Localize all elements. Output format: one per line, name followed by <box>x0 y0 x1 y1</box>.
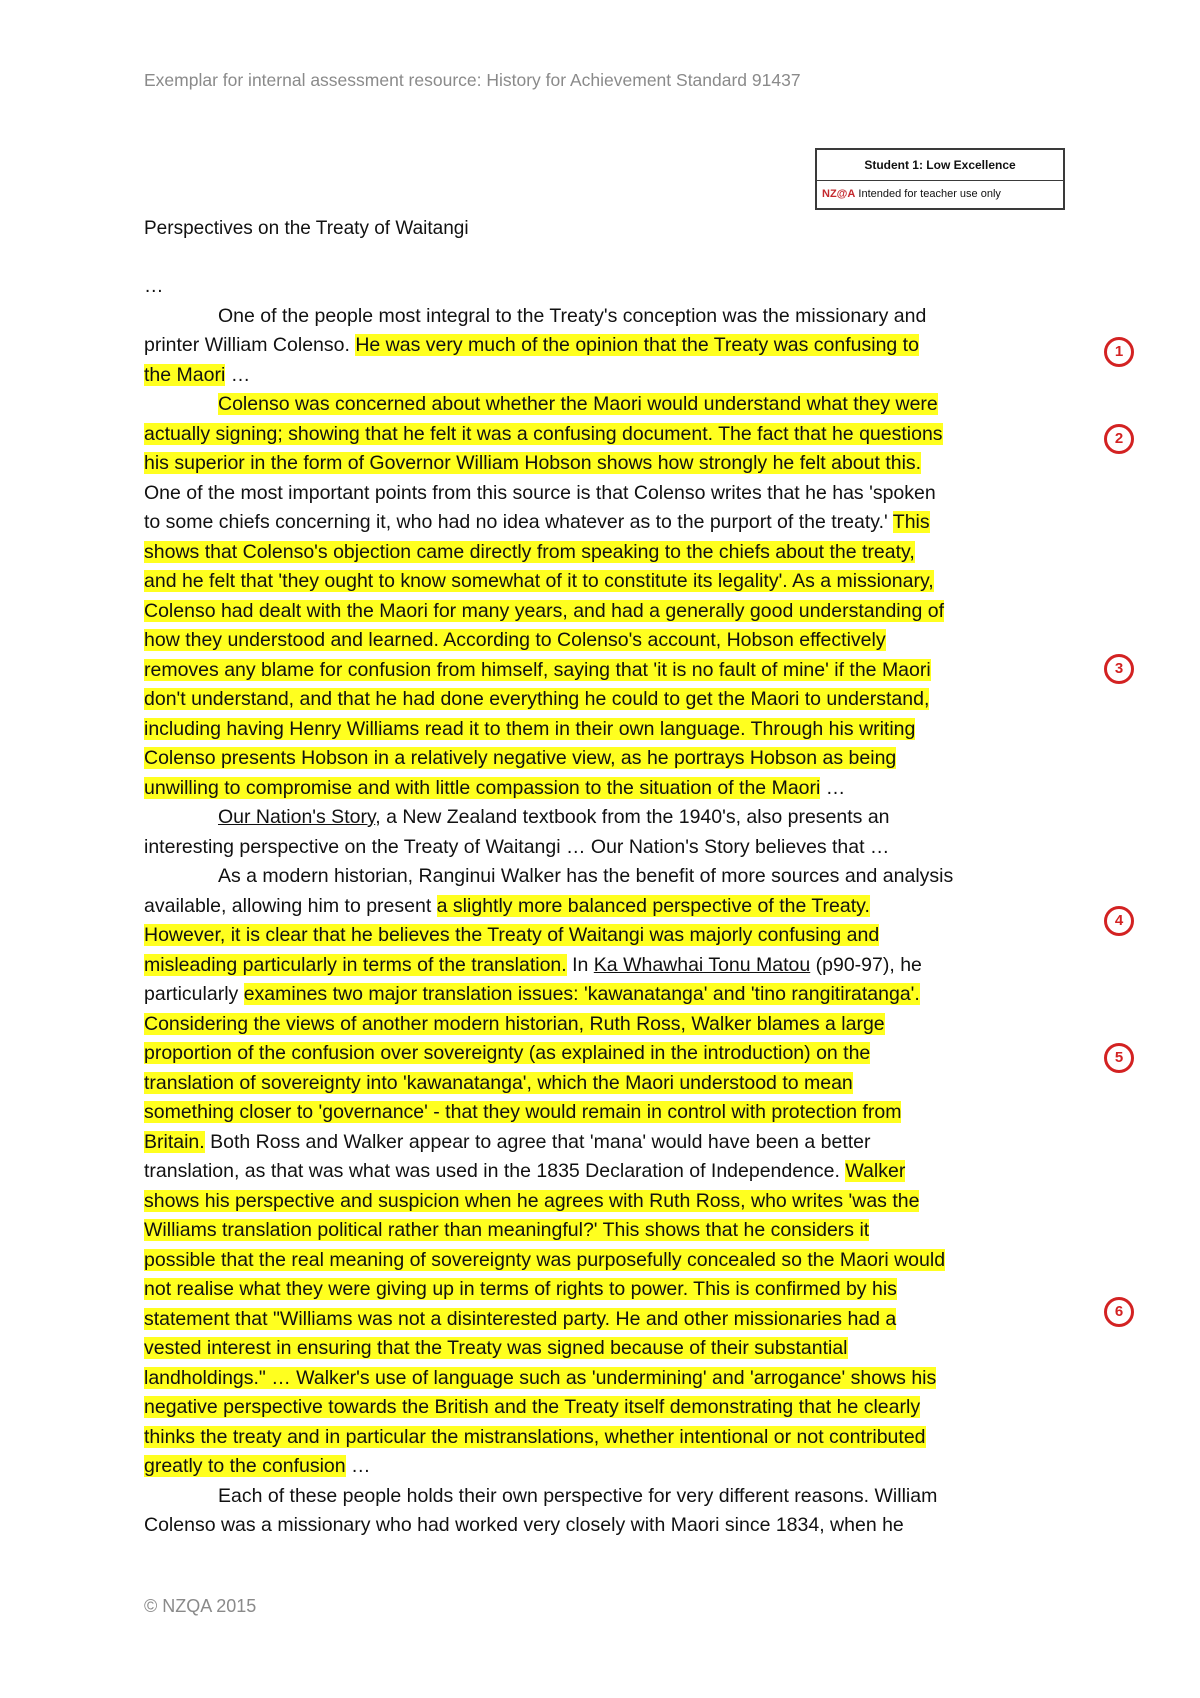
text-line <box>144 1069 1074 1099</box>
highlighted-text: misleading particularly in terms of the translation. <box>144 953 567 976</box>
text-line <box>144 833 1074 863</box>
text-segment: interesting perspective on the Treaty of Waitangi … Our Nation's Story believes that … <box>144 835 890 858</box>
text-line <box>144 1128 1074 1158</box>
text-line <box>144 774 1074 804</box>
highlighted-text: how they understood and learned. According to Colenso's account, Hobson effectively <box>144 629 886 651</box>
highlighted-text: This <box>892 511 930 533</box>
highlighted-text: vested interest in ensuring that the Treaty was signed because of their substantial <box>144 1337 848 1359</box>
text-segment: Colenso was a missionary who had worked very closely with Maori since 1834, when he <box>144 1514 904 1536</box>
highlighted-text: something closer to 'governance' - that they would remain in control with protection from <box>144 1101 902 1123</box>
page-header: Exemplar for internal assessment resource: History for Achievement Standard 91437 <box>144 70 801 90</box>
highlighted-text: negative perspective towards the British and the Treaty itself demonstrating that he clearly <box>144 1396 921 1418</box>
text-segment: … <box>820 776 846 799</box>
highlighted-text: shows that Colenso's objection came directly from speaking to the chiefs about the treaty, <box>144 540 915 563</box>
text-line <box>144 479 1074 509</box>
annotation-marker-4: 4 <box>1104 906 1134 936</box>
highlighted-text: his superior in the form of Governor William Hobson shows how strongly he felt about this. <box>144 452 922 474</box>
highlighted-text: However, it is clear that he believes the Treaty of Waitangi was majorly confusing and <box>144 924 880 946</box>
highlighted-text: translation of sovereignty into 'kawanatanga', which the Maori understood to mean <box>144 1071 853 1094</box>
underlined-title: Our Nation's Story <box>218 806 376 828</box>
text-line <box>144 1334 1074 1364</box>
annotation-marker-1: 1 <box>1104 337 1134 367</box>
text-line <box>144 951 1074 981</box>
text-line <box>144 1187 1074 1217</box>
assessment-stamp <box>815 148 1065 210</box>
text-line <box>144 1157 1074 1187</box>
text-segment: One of the most important points from this source is that Colenso writes that he has 'spoken <box>144 481 936 504</box>
text-line <box>144 1305 1074 1335</box>
highlighted-text: thinks the treaty and in particular the mistranslations, whether intentional or not contributed <box>144 1425 926 1448</box>
text-line <box>144 508 1074 538</box>
text-line <box>144 538 1074 568</box>
annotation-marker-3: 3 <box>1104 654 1134 684</box>
highlighted-text: not realise what they were giving up in terms of rights to power. This is confirmed by his <box>144 1278 897 1300</box>
text-line <box>144 862 1074 892</box>
highlighted-text: don't understand, and that he had done everything he could to get the Maori to understand, <box>144 688 930 710</box>
highlighted-text: Colenso had dealt with the Maori for many years, and had a generally good understanding of <box>144 599 945 622</box>
text-line <box>144 1098 1074 1128</box>
text-line <box>144 1216 1074 1246</box>
text-segment: (p90-97), he <box>810 953 922 976</box>
highlighted-text: Williams translation political rather than meaningful?' This shows that he considers it <box>144 1219 870 1241</box>
nzqa-logo: NZ@A <box>822 188 856 200</box>
text-segment: to some chiefs concerning it, who had no idea whatever as to the purport of the treaty.' <box>144 511 893 533</box>
text-line <box>144 626 1074 656</box>
text-line <box>144 980 1074 1010</box>
text-line <box>144 420 1074 450</box>
essay-body <box>144 272 1074 1541</box>
text-line <box>144 715 1074 745</box>
page-footer: © NZQA 2015 <box>144 1596 257 1616</box>
text-line <box>144 1511 1074 1541</box>
text-segment: … <box>345 1455 371 1477</box>
highlighted-text: including having Henry Williams read it to them in their own language. Through his writing <box>144 717 916 740</box>
highlighted-text: the Maori <box>144 363 226 386</box>
highlighted-text: Colenso presents Hobson in a relatively negative view, as he portrays Hobson as being <box>144 747 897 769</box>
text-segment: translation, as that was what was used in the 1835 Declaration of Independence. <box>144 1160 846 1182</box>
text-line <box>144 921 1074 951</box>
text-line <box>144 803 1074 833</box>
text-line <box>144 361 1074 391</box>
highlighted-text: Britain. <box>144 1130 205 1153</box>
highlighted-text: Considering the views of another modern historian, Ruth Ross, Walker blames a large <box>144 1012 885 1035</box>
highlighted-text: unwilling to compromise and with little compassion to the situation of the Maori <box>144 776 821 799</box>
text-line <box>144 685 1074 715</box>
text-line <box>144 1423 1074 1453</box>
stamp-title: Student 1: Low Excellence <box>817 150 1063 181</box>
highlighted-text: He was very much of the opinion that the Treaty was confusing to <box>355 334 919 356</box>
highlighted-text: Walker <box>845 1160 906 1182</box>
stamp-note: Intended for teacher use only <box>858 188 1001 200</box>
highlighted-text: shows his perspective and suspicion when he agrees with Ruth Ross, who writes 'was the <box>144 1189 920 1212</box>
text-line <box>144 1364 1074 1394</box>
annotation-marker-6: 6 <box>1104 1297 1134 1327</box>
text-segment: Each of these people holds their own perspective for very different reasons. William <box>218 1484 938 1507</box>
text-segment: available, allowing him to present <box>144 894 437 917</box>
text-line <box>144 567 1074 597</box>
highlighted-text: statement that "Williams was not a disinterested party. He and other missionaries had a <box>144 1307 897 1330</box>
text-line <box>144 1010 1074 1040</box>
highlighted-text: actually signing; showing that he felt it was a confusing document. The fact that he questions <box>144 422 943 445</box>
text-line <box>144 1246 1074 1276</box>
text-line <box>144 1452 1074 1482</box>
stamp-note-row <box>817 181 1063 208</box>
text-line <box>144 390 1074 420</box>
highlighted-text: and he felt that 'they ought to know somewhat of it to constitute its legality'. As a missionary, <box>144 570 934 592</box>
text-line <box>144 1039 1074 1069</box>
text-segment: particularly <box>144 983 244 1005</box>
highlighted-text: greatly to the confusion <box>144 1455 346 1477</box>
text-segment: printer William Colenso. <box>144 334 356 356</box>
annotation-marker-5: 5 <box>1104 1043 1134 1073</box>
text-segment: As a modern historian, Ranginui Walker has the benefit of more sources and analysis <box>218 865 954 887</box>
text-line <box>144 1393 1074 1423</box>
annotation-marker-2: 2 <box>1104 424 1134 454</box>
text-segment: One of the people most integral to the Treaty's conception was the missionary and <box>218 304 927 327</box>
text-line <box>144 892 1074 922</box>
text-line <box>144 744 1074 774</box>
highlighted-text: possible that the real meaning of sovereignty was purposefully concealed so the Maori would <box>144 1248 946 1271</box>
text-line <box>144 302 1074 332</box>
highlighted-text: examines two major translation issues: 'kawanatanga' and 'tino rangitiratanga'. <box>243 983 920 1005</box>
highlighted-text: landholdings." … Walker's use of language such as 'undermining' and 'arrogance' shows his <box>144 1366 937 1389</box>
text-segment: , a New Zealand textbook from the 1940's, also presents an <box>375 806 890 828</box>
text-line <box>144 1275 1074 1305</box>
highlighted-text: removes any blame for confusion from himself, saying that 'it is no fault of mine' if the Maori <box>144 658 931 681</box>
text-segment: … <box>225 363 251 386</box>
text-line <box>144 331 1074 361</box>
underlined-title: Ka Whawhai Tonu Matou <box>593 953 811 976</box>
text-segment: Both Ross and Walker appear to agree that 'mana' would have been a better <box>204 1130 871 1153</box>
highlighted-text: a slightly more balanced perspective of the Treaty. <box>436 894 870 917</box>
highlighted-text: proportion of the confusion over sovereignty (as explained in the introduction) on the <box>144 1042 871 1064</box>
text-line <box>144 597 1074 627</box>
text-line <box>144 1482 1074 1512</box>
document-title: Perspectives on the Treaty of Waitangi <box>144 218 469 239</box>
ellipsis-line: … <box>144 275 164 297</box>
text-segment: In <box>566 953 594 976</box>
highlighted-text: Colenso was concerned about whether the Maori would understand what they were <box>218 393 938 415</box>
text-line <box>144 656 1074 686</box>
text-line <box>144 449 1074 479</box>
